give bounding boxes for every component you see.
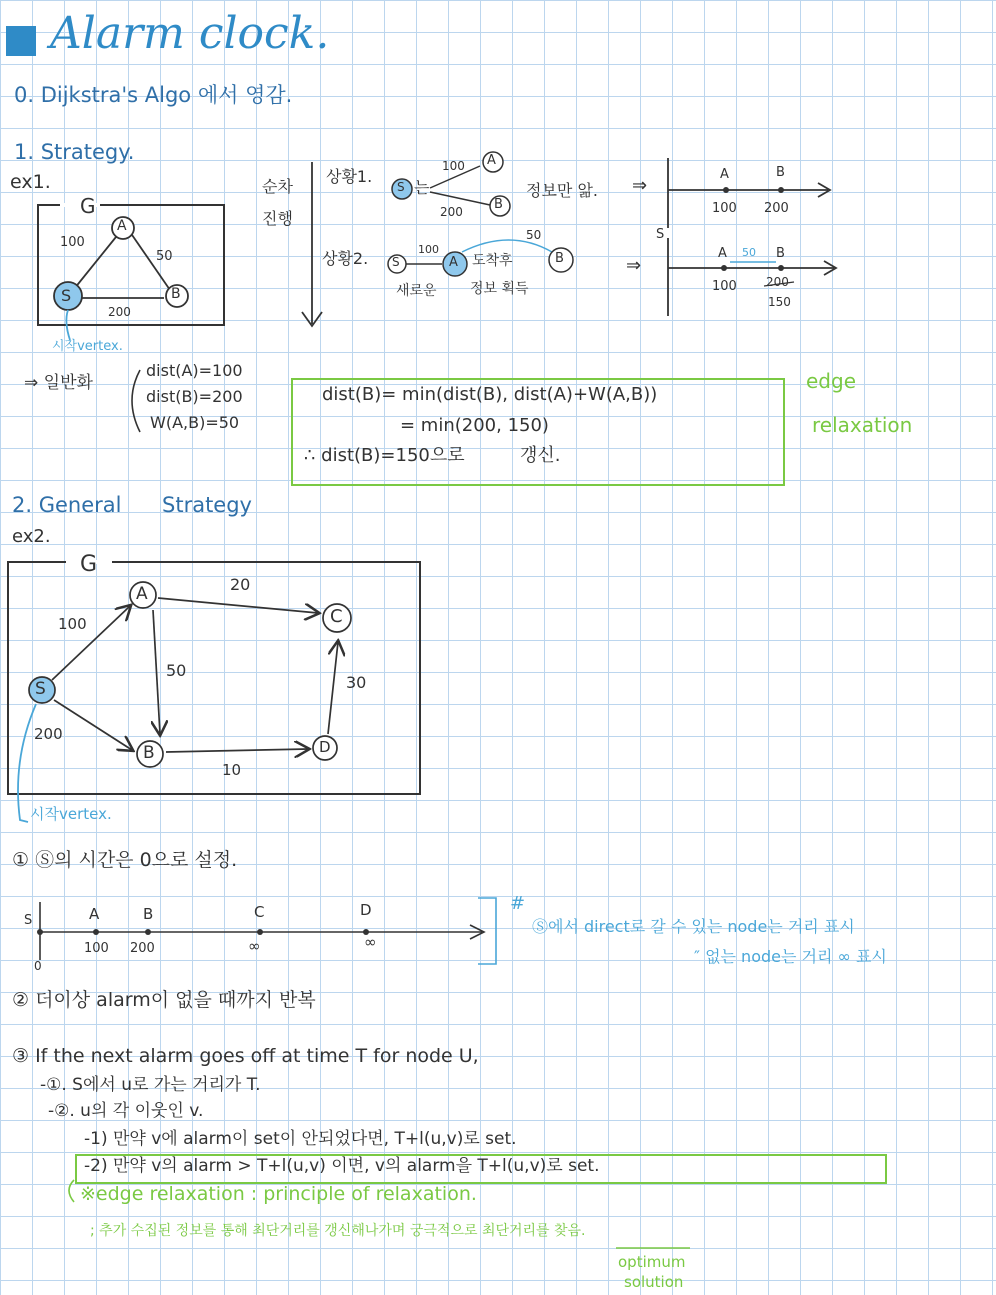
case2-info: 정보 획득 (470, 281, 529, 297)
case2-arrive: 도착후 (472, 253, 513, 269)
edge-2-d-c-weight: 30 (346, 673, 367, 692)
axis-2-b: B (776, 246, 785, 261)
general-line-2: dist(B)=200 (146, 387, 243, 406)
case2-node-a-label: A (449, 255, 458, 270)
case1-weight-a: 100 (442, 159, 465, 173)
edge-2-b-d-weight: 10 (222, 761, 242, 779)
node-2-s-label: S (35, 679, 46, 699)
axis-2-value-b-new: 150 (768, 295, 791, 309)
axis-1-b: B (776, 165, 785, 180)
step-3-case-2: -2) 만약 v의 alarm > T+l(u,v) 이면, v의 alarm을 T+l(u,v)로 set. (84, 1156, 600, 1176)
relax-line-2: = min(200, 150) (400, 415, 549, 436)
node-2-d-label: D (319, 738, 331, 756)
graph-2-label: G (80, 552, 98, 577)
step-3-head: ③ If the next alarm goes off at time T for node U, (12, 1045, 479, 1067)
axis-1-arrow: ⇒ (632, 175, 648, 196)
section-2-heading: 2. General (12, 493, 122, 517)
axis-s-label: S (656, 227, 665, 242)
relax-line-3b: 갱신. (520, 445, 561, 466)
edge-relax-label-1: edge (806, 369, 856, 393)
edge-2-s-a-weight: 100 (58, 615, 87, 633)
node-2-a-label: A (136, 584, 148, 604)
generalize-label: ⇒ 일반화 (24, 373, 93, 393)
case2-node-s-label: S (392, 255, 400, 269)
edge-2-s-b-weight: 200 (34, 725, 63, 743)
relax-line-3a: ∴ dist(B)=150으로 (304, 445, 465, 466)
case1-node-a-label: A (487, 153, 496, 168)
relaxation-note: ※edge relaxation : principle of relaxation. (80, 1183, 477, 1205)
node-s-label: S (61, 286, 72, 305)
example-2-label: ex2. (12, 526, 51, 547)
case2-weight-ab: 50 (526, 228, 542, 242)
edge-2-a-c-weight: 20 (230, 575, 251, 594)
axis-3-value-d: ∞ (364, 933, 377, 951)
step-3-sub-1: -①. S에서 u로 가는 거리가 T. (40, 1075, 261, 1095)
node-b-label: B (171, 286, 181, 302)
edge-a-b-weight: 50 (156, 249, 173, 264)
node-2-b-label: B (143, 743, 155, 763)
general-line-3: W(A,B)=50 (150, 413, 240, 432)
section-0-heading: 0. Dijkstra's Algo 에서 영감. (14, 83, 293, 107)
axis-3-d: D (360, 901, 372, 919)
edge-2-a-b-weight: 50 (166, 661, 187, 680)
step-1: ① Ⓢ의 시간은 0으로 설정. (12, 849, 238, 871)
axis-3-value-b: 200 (130, 941, 155, 956)
axis-3-value-c: ∞ (248, 937, 261, 955)
axis-3-c: C (254, 903, 265, 921)
step-3-case-1: -1) 만약 v에 alarm이 set이 안되었다면, T+l(u,v)로 set. (84, 1129, 517, 1149)
case2-node-b-label: B (555, 251, 564, 266)
axis-3-s: S (24, 913, 33, 928)
edge-s-a-weight: 100 (60, 235, 85, 250)
node-2-c-label: C (330, 606, 343, 627)
graph-1-label: G (80, 194, 96, 218)
hash-mark: # (510, 893, 526, 914)
step-2: ② 더이상 alarm이 없을 때까지 반복 (12, 989, 316, 1011)
hash-note-1: Ⓢ에서 direct로 갈 수 있는 node는 거리 표시 (532, 917, 855, 936)
case1-note: 정보만 앎. (526, 181, 598, 200)
sequence-label-2: 진행 (262, 209, 293, 228)
case1-weight-b: 200 (440, 205, 463, 219)
axis-2-value-b-old: 200 (766, 275, 789, 289)
relax-line-1: dist(B)= min(dist(B), dist(A)+W(A,B)) (322, 384, 658, 405)
node-a-label: A (117, 218, 127, 234)
axis-3-value-a: 100 (84, 941, 109, 956)
axis-1-value-b: 200 (764, 201, 789, 216)
hash-note-2: ″ 없는 node는 거리 ∞ 표시 (694, 947, 887, 966)
optimum-label-2: solution (624, 1273, 684, 1291)
final-note: ; 추가 수집된 정보를 통해 최단거리를 갱신해나가며 궁극적으로 최단거리를 찾음. (90, 1223, 586, 1239)
case2-weight-sa: 100 (418, 243, 439, 256)
axis-3-zero: 0 (34, 959, 42, 973)
axis-2-arrow: ⇒ (626, 255, 642, 276)
axis-2-weight: 50 (742, 246, 756, 259)
axis-1-value-a: 100 (712, 201, 737, 216)
case1-label: 상황1. (326, 167, 373, 186)
start-vertex-note-2: 시작vertex. (30, 805, 112, 823)
axis-3-a: A (89, 905, 100, 923)
case1-node-s-label: S (397, 180, 405, 194)
case1-node-b-label: B (494, 197, 503, 212)
axis-2-a: A (718, 246, 727, 261)
axis-2-value-a: 100 (712, 279, 737, 294)
general-line-1: dist(A)=100 (146, 361, 243, 380)
case1-suffix: 는 (414, 178, 430, 197)
step-3-sub-2: -②. u의 각 이웃인 v. (48, 1101, 204, 1121)
sequence-label-1: 순차 (262, 177, 293, 196)
case2-label: 상황2. (322, 249, 369, 268)
case2-new: 새로운 (396, 283, 437, 299)
example-1-label: ex1. (10, 171, 51, 193)
section-2-heading-2: Strategy (162, 493, 252, 517)
start-vertex-note-1: 시작vertex. (52, 339, 123, 354)
axis-3-b: B (143, 905, 154, 923)
edge-s-b-weight: 200 (108, 305, 131, 319)
section-1-heading: 1. Strategy. (14, 140, 135, 164)
edge-relax-label-2: relaxation (812, 413, 913, 437)
axis-1-a: A (720, 167, 729, 182)
optimum-label-1: optimum (618, 1253, 686, 1271)
page-title: Alarm clock. (50, 8, 330, 59)
